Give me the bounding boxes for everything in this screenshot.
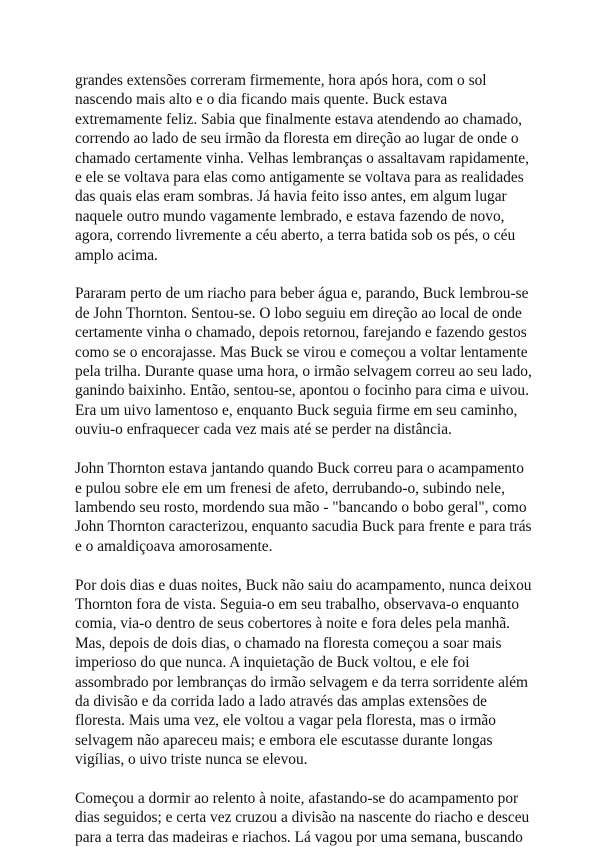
- paragraph-3: John Thornton estava jantando quando Buck correu para o acampamento e pulou sobre ele em um frenesi de afeto, derrubando-o, subindo nele, lambendo seu rosto, mordendo sua mão - "bancando o bobo geral", como John Thornton caracterizou, enquanto sacudia Buck para frente e para trás e o amaldiçoava amorosamente.: [75, 460, 532, 555]
- document-page: [75, 71, 533, 847]
- paragraph-2: Pararam perto de um riacho para beber água e, parando, Buck lembrou-se de John Thornton. Sentou-se. O lobo seguiu em direção ao local de onde certamente vinha o chamado, depois retornou, farejando e fazendo gestos como se o encorajasse. Mas Buck se virou e começou a voltar lentamente pela trilha. Durante quase uma hora, o irmão selvagem correu ao seu lado, ganindo baixinho. Então, sentou-se, apontou o focinho para cima e uivou. Era um uivo lamentoso e, enquanto Buck seguia firme em seu caminho, ouviu-o enfraquecer cada vez mais até se perder na distância.: [75, 285, 532, 439]
- paragraph-4: Por dois dias e duas noites, Buck não saiu do acampamento, nunca deixou Thornton fora de vista. Seguia-o em seu trabalho, observava-o enquanto comia, via-o dentro de seus cobertores à noite e fora deles pela manhã. Mas, depois de dois dias, o chamado na floresta começou a soar mais imperioso do que nunca. A inquietação de Buck voltou, e ele foi assombrado por lembranças do irmão selvagem e da terra sorridente além da divisão e da corrida lado a lado através das amplas extensões de floresta. Mais uma vez, ele voltou a vagar pela floresta, mas o irmão selvagem não apareceu mais; e embora ele escutasse durante longas vigílias, o uivo triste nunca se elevou.: [75, 576, 532, 769]
- paragraph-1: grandes extensões correram firmemente, hora após hora, com o sol nascendo mais alto e o dia ficando mais quente. Buck estava extremamente feliz. Sabia que finalmente estava atendendo ao chamado, correndo ao lado de seu irmão da floresta em direção ao lugar de onde o chamado certamente vinha. Velhas lembranças o assaltavam rapidamente, e ele se voltava para elas como antigamente se voltava para as realidades das quais elas eram sombras. Já havia feito isso antes, em algum lugar naquele outro mundo vagamente lembrado, e estava fazendo de novo, agora, correndo livremente a céu aberto, a terra batida sob os pés, o céu amplo acima.: [75, 72, 529, 264]
- paragraph-5: Começou a dormir ao relento à noite, afastando-se do acampamento por dias seguidos; e certa vez cruzou a divisão na nascente do riacho e desceu para a terra das madeiras e riachos. Lá vagou por uma semana, buscando: [75, 789, 530, 846]
